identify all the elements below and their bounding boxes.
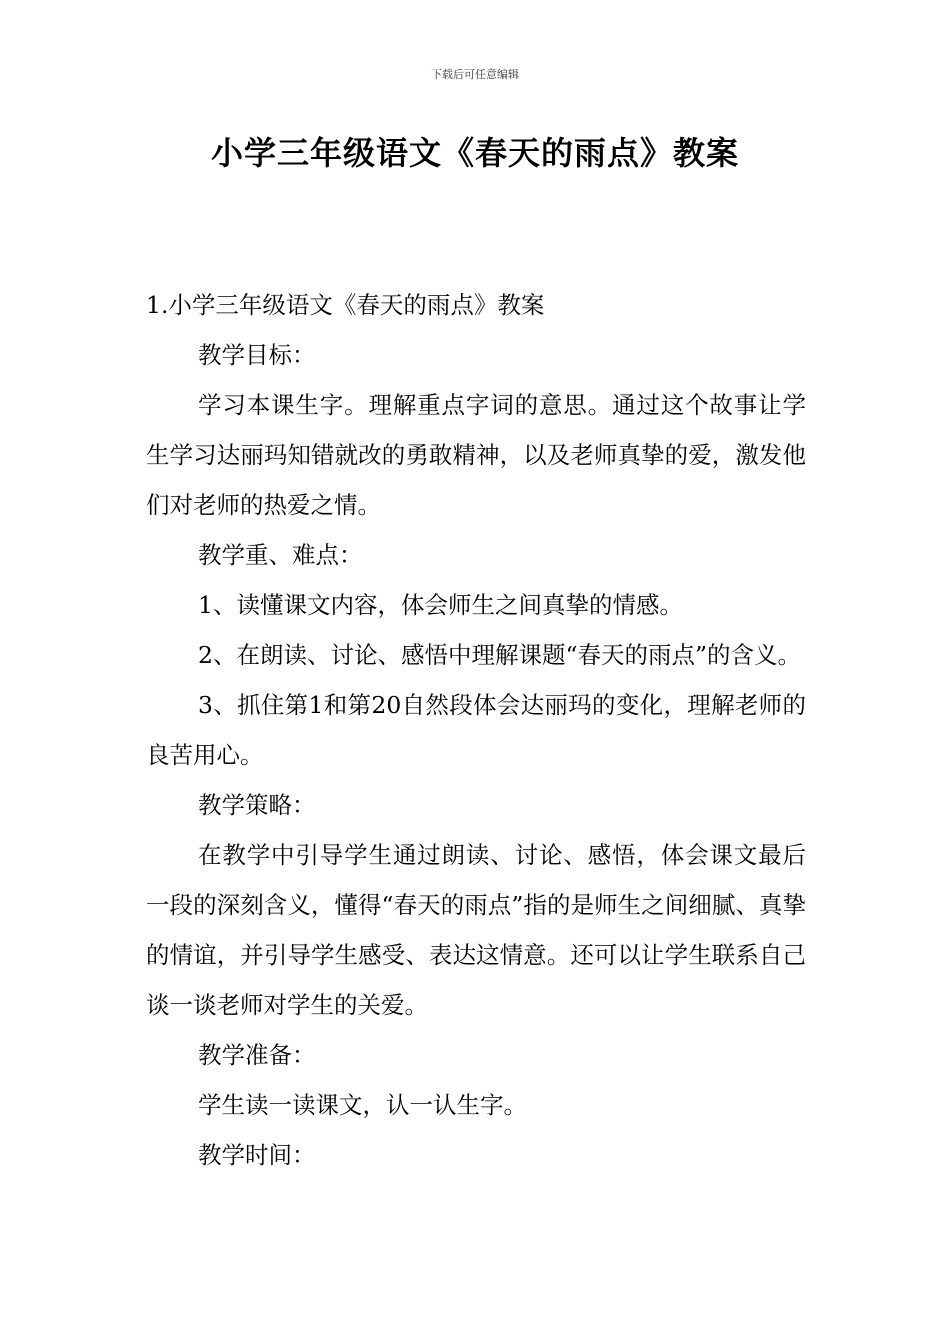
- document-body: [146, 280, 806, 1180]
- document-title: 小学三年级语文《春天的雨点》教案: [210, 134, 739, 172]
- paragraph-key-point-3: 3、抓住第1和第20自然段体会达丽玛的变化，理解老师的良苦用心。: [146, 691, 806, 769]
- paragraph-key-points-heading: 教学重、难点：: [198, 541, 363, 569]
- paragraph-key-point-2: 2、在朗读、讨论、感悟中理解课题“春天的雨点”的含义。: [198, 641, 801, 669]
- paragraph-strategy-heading: 教学策略：: [198, 791, 316, 819]
- paragraph-preparation: 学生读一读课文，认一认生字。: [198, 1091, 527, 1119]
- paragraph-goals-heading: 教学目标：: [198, 341, 316, 369]
- section-heading: 1.小学三年级语文《春天的雨点》教案: [146, 291, 545, 319]
- paragraph-goals: 学习本课生字。理解重点字词的意思。通过这个故事让学生学习达丽玛知错就改的勇敢精神，以及老师真挚的爱，激发他们对老师的热爱之情。: [146, 391, 806, 519]
- paragraph-strategy: 在教学中引导学生通过朗读、讨论、感悟，体会课文最后一段的深刻含义，懂得“春天的雨点”指的是师生之间细腻、真挚的情谊，并引导学生感受、表达这情意。还可以让学生联系自己谈一谈老师对学生的关爱。: [146, 841, 806, 1019]
- header-note: 下载后可任意编辑: [431, 68, 519, 81]
- paragraph-time-heading: 教学时间：: [198, 1141, 316, 1169]
- paragraph-preparation-heading: 教学准备：: [198, 1041, 316, 1069]
- paragraph-key-point-1: 1、读懂课文内容，体会师生之间真挚的情感。: [198, 591, 683, 619]
